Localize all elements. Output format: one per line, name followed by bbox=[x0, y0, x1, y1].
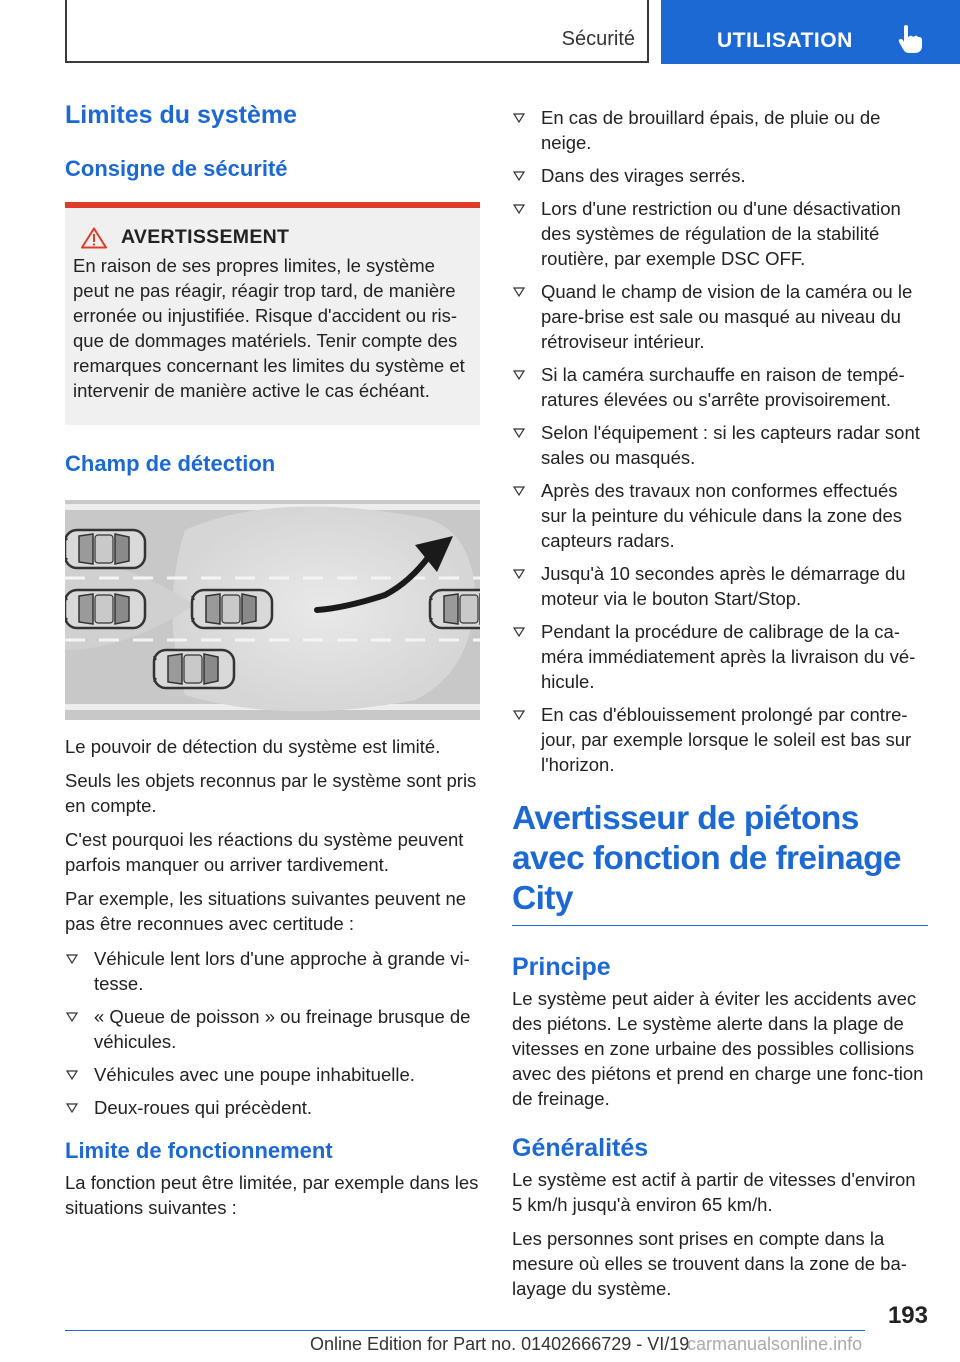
triangle-bullet-icon bbox=[513, 627, 525, 637]
warning-header bbox=[73, 226, 472, 249]
paragraph-general-persons: Les personnes sont prises en compte dans la mesure où elles se trouvent dans la zone de ba-layage du système. bbox=[512, 1228, 907, 1299]
list-item: Pendant la procédure de calibrage de la ca-méra immédiatement après la livraison du vé-hicule. bbox=[512, 619, 928, 694]
list-item: Véhicules avec une poupe inhabituelle. bbox=[65, 1062, 480, 1087]
heading-principle: Principe bbox=[512, 953, 611, 981]
list-item: Après des travaux non conformes effectués sur la peinture du véhicule dans la zone des capteurs radars. bbox=[512, 478, 928, 553]
warning-triangle-icon bbox=[81, 227, 107, 249]
list-item: Selon l'équipement : si les capteurs radar sont sales ou masqués. bbox=[512, 420, 928, 470]
warning-box bbox=[65, 202, 480, 425]
warning-title: AVERTISSEMENT bbox=[121, 226, 290, 249]
triangle-bullet-icon bbox=[513, 428, 525, 438]
list-item: « Queue de poisson » ou freinage brusque de véhicules. bbox=[65, 1004, 480, 1054]
paragraph-recognized-objects: Seuls les objets reconnus par le système sont pris en compte. bbox=[65, 769, 477, 816]
footer-divider bbox=[65, 1330, 865, 1331]
paragraph-principle: Le système peut aider à éviter les accidents avec des piétons. Le système alerte dans la plage de vitesses en zone urbaine des possibles collisions avec des piétons et prend en charge une fonc-tion de freinage. bbox=[512, 988, 924, 1109]
bullet-list-limitations bbox=[512, 105, 928, 777]
list-item: Dans des virages serrés. bbox=[512, 163, 928, 188]
triangle-bullet-icon bbox=[66, 954, 78, 964]
heading-system-limits: Limites du système bbox=[65, 101, 298, 129]
vehicle-ahead bbox=[430, 590, 480, 628]
triangle-bullet-icon bbox=[513, 204, 525, 214]
list-item: Quand le champ de vision de la caméra ou le pare-brise est sale ou masqué au niveau du rétroviseur intérieur. bbox=[512, 279, 928, 354]
detection-field-diagram bbox=[65, 500, 480, 720]
paragraph-general-speed: Le système est actif à partir de vitesses d'environ 5 km/h jusqu'à environ 65 km/h. bbox=[512, 1169, 916, 1215]
header-tab-label: UTILISATION bbox=[717, 29, 853, 52]
bullet-list-unrecognized bbox=[65, 946, 480, 1120]
triangle-bullet-icon bbox=[513, 113, 525, 123]
heading-divider bbox=[512, 925, 928, 926]
paragraph-reactions: C'est pourquoi les réactions du système peuvent parfois manquer ou arriver tardivement. bbox=[65, 828, 464, 875]
left-column bbox=[65, 100, 480, 1220]
paragraph-operating-limit: La fonction peut être limitée, par exemple dans les situations suivantes : bbox=[65, 1172, 479, 1219]
list-item: Deux-roues qui précèdent. bbox=[65, 1095, 480, 1120]
warning-text: En raison de ses propres limites, le système peut ne pas réagir, réagir trop tard, de manière erronée ou injustifiée. Risque d'accident ou ris-que de dommages matériels. Tenir compte des remarques concernant les limites du système et intervenir de manière active le cas échéant. bbox=[73, 255, 465, 402]
triangle-bullet-icon bbox=[66, 1103, 78, 1113]
triangle-bullet-icon bbox=[513, 486, 525, 496]
triangle-bullet-icon bbox=[513, 710, 525, 720]
list-item: Lors d'une restriction ou d'une désactivation des systèmes de régulation de la stabilité routière, par exemple DSC OFF. bbox=[512, 196, 928, 271]
heading-detection-field: Champ de détection bbox=[65, 451, 276, 477]
right-column bbox=[512, 100, 928, 1301]
triangle-bullet-icon bbox=[513, 569, 525, 579]
triangle-bullet-icon bbox=[513, 370, 525, 380]
vehicle-upper-left bbox=[65, 530, 145, 568]
triangle-bullet-icon bbox=[66, 1012, 78, 1022]
header-section-title: Sécurité bbox=[561, 28, 635, 50]
list-item: En cas de brouillard épais, de pluie ou de neige. bbox=[512, 105, 928, 155]
vehicle-middle-left bbox=[65, 590, 145, 628]
heading-general: Généralités bbox=[512, 1134, 649, 1162]
page-number: 193 bbox=[887, 1302, 928, 1329]
heading-operating-limit: Limite de fonctionnement bbox=[65, 1137, 333, 1163]
footer-edition: Online Edition for Part no. 01402666729 - VI/19 bbox=[310, 1334, 690, 1354]
triangle-bullet-icon bbox=[513, 171, 525, 181]
watermark: carmanualsonline.info bbox=[687, 1334, 863, 1354]
vehicle-lower bbox=[154, 650, 234, 688]
heading-safety-note: Consigne de sécurité bbox=[65, 156, 288, 181]
paragraph-detection-limited: Le pouvoir de détection du système est limité. bbox=[65, 735, 441, 757]
heading-pedestrian-warning: Avertisseur de piétons avec fonction de freinage City bbox=[512, 800, 901, 917]
triangle-bullet-icon bbox=[513, 287, 525, 297]
header-section-box bbox=[65, 0, 649, 63]
paragraph-example-situations: Par exemple, les situations suivantes peuvent ne pas être reconnues avec certitude : bbox=[65, 887, 467, 934]
header-tab-utilisation[interactable] bbox=[661, 0, 960, 64]
list-item: En cas d'éblouissement prolongé par contre-jour, par exemple lorsque le soleil est bas sur l'horizon. bbox=[512, 702, 928, 777]
vehicle-own bbox=[192, 590, 272, 628]
pointing-hand-icon bbox=[897, 24, 923, 54]
triangle-bullet-icon bbox=[66, 1070, 78, 1080]
list-item: Jusqu'à 10 secondes après le démarrage du moteur via le bouton Start/Stop. bbox=[512, 561, 928, 611]
list-item: Si la caméra surchauffe en raison de tempé-ratures élevées ou s'arrête provisoirement. bbox=[512, 362, 928, 412]
list-item: Véhicule lent lors d'une approche à grande vi-tesse. bbox=[65, 946, 480, 996]
